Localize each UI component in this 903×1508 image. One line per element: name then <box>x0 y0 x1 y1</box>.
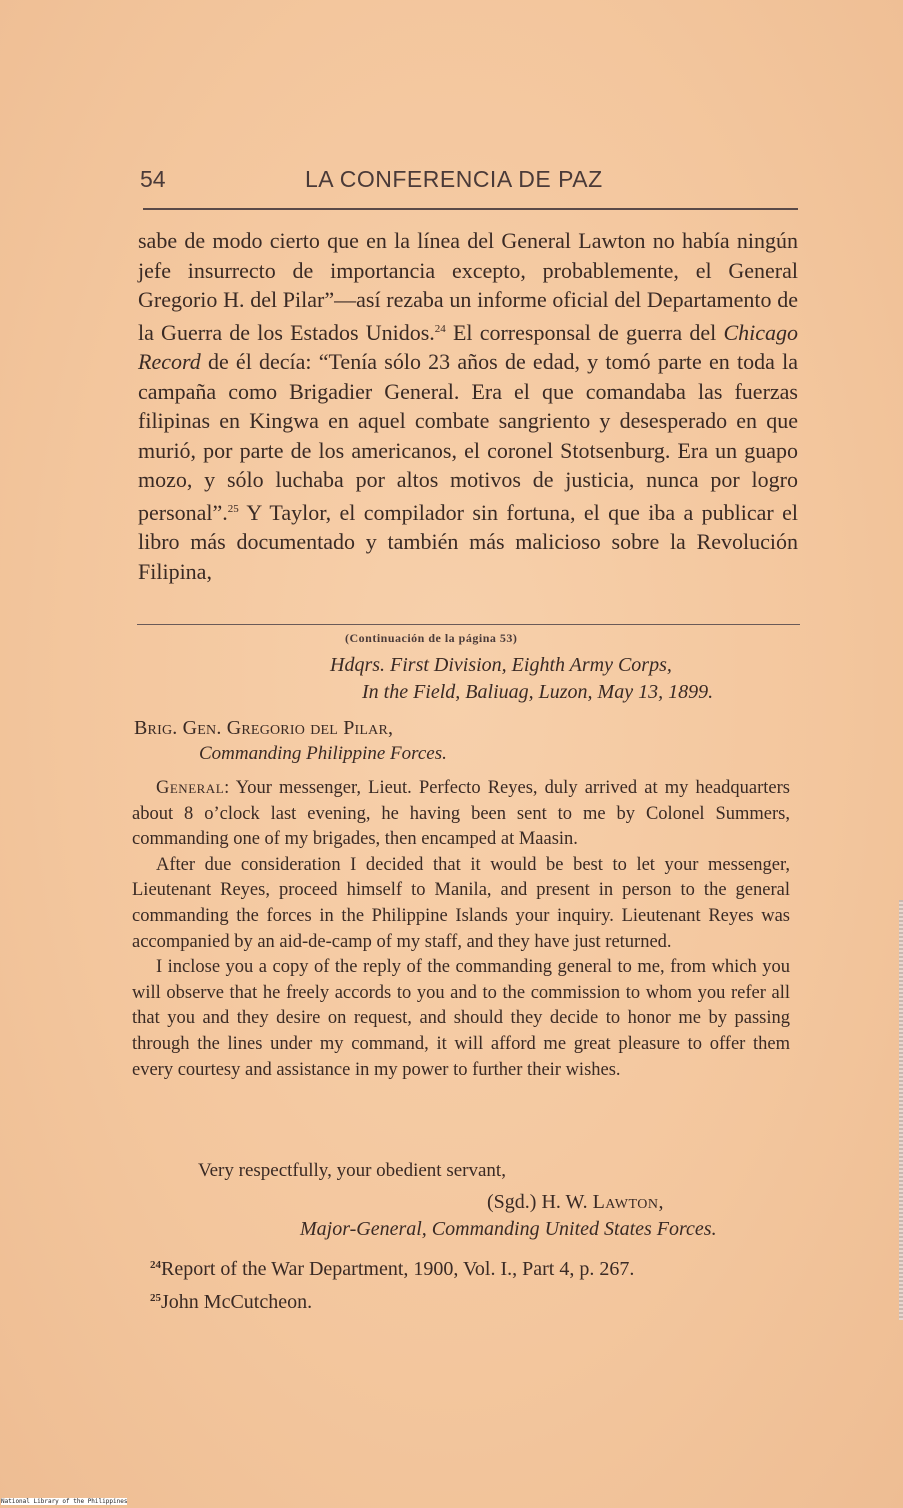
signature-title: Major-General, Commanding United States Forces. <box>300 1218 717 1240</box>
section-rule <box>137 624 800 625</box>
letter-addressee: Brig. Gen. Gregorio del Pilar, <box>134 717 394 739</box>
footnote-number: 25 <box>150 1292 161 1304</box>
letter-body <box>132 776 790 1083</box>
footnote-ref-25[interactable]: 25 <box>227 502 239 515</box>
letter-heading-line1: Hdqrs. First Division, Eighth Army Corps, <box>330 654 672 676</box>
newspaper-title: Chicago Record <box>138 319 798 374</box>
footnote-25 <box>150 1284 634 1317</box>
letter-paragraph-3: I inclose you a copy of the reply of the commanding general to me, from which you will observe that he freely accords to you and to the commission to whom you refer all that you and they desire on request, and should they decide to honor me by passing through the lines under my command, it will afford me great pleasure to offer them every courtesy and assistance in my power to further their wishes. <box>132 957 790 1080</box>
footnote-text: John McCutcheon. <box>161 1291 313 1313</box>
letter-salutation: General <box>156 778 225 798</box>
body-text-part3: de él decía: “Tenía sólo 23 años de edad, y tomó parte en toda la campaña como Brigadier General. Era el que comandaba las fuerzas filipinas en Kingwa en aquel combate sangriento y desesperado en que murió, por parte de los americanos, el coronel Stotsenburg. Era un guapo mozo, y sólo luchaba por altos motivos de justicia, nunca por logro personal”. <box>138 349 798 525</box>
library-credit: National Library of the Philippines <box>1 1498 128 1505</box>
main-paragraph <box>138 226 798 586</box>
letter-addressee-title: Commanding Philippine Forces. <box>199 743 447 764</box>
footnote-number: 24 <box>150 1259 161 1271</box>
header-rule <box>143 208 798 210</box>
letter-addressee-block <box>134 715 447 767</box>
running-title: LA CONFERENCIA DE PAZ <box>305 166 603 192</box>
scan-edge-artifact <box>899 900 903 1320</box>
letter-para1-text: : Your messenger, Lieut. Perfecto Reyes, duly arrived at my headquarters about 8 o’clock last evening, he having been sent to me by Colonel Summers, commanding one of my brigades, then encamped at Maasin. <box>132 778 790 850</box>
letter-paragraph-1 <box>132 776 790 853</box>
letter-paragraph-2: After due consideration I decided that it would be best to let your messenger, Lieutenant Reyes, proceed himself to Manila, and present in person to the general commanding the forces in the Philippine Islands your inquiry. Lieutenant Reyes was accompanied by an aid-de-camp of my staff, and they have just returned. <box>132 854 790 952</box>
letter-signature <box>487 1191 664 1214</box>
footnote-24 <box>150 1251 634 1284</box>
letter-closing: Very respectfully, your obedient servant, <box>198 1160 506 1181</box>
body-text-part1: sabe de modo cierto que en la línea del General Lawton no había ningún jefe insurrecto de importancia excepto, probablemente, el General Gregorio H. del Pilar”—así rezaba un informe oficial del Departamento de la Guerra de los Estados Unidos. <box>138 228 798 345</box>
page-number: 54 <box>140 166 166 192</box>
letter-heading <box>330 652 713 706</box>
footnote-ref-24[interactable]: 24 <box>434 322 446 335</box>
page-header <box>140 166 800 198</box>
continuation-note: (Continuación de la página 53) <box>345 631 518 645</box>
signature-name: Lawton, <box>592 1191 665 1213</box>
signature-prefix: (Sgd.) H. W. <box>487 1191 593 1213</box>
footnote-text: Report of the War Department, 1900, Vol. I., Part 4, p. 267. <box>161 1258 635 1280</box>
footnotes <box>150 1251 634 1317</box>
body-text-part4: Y Taylor, el compilador sin fortuna, el que iba a publicar el libro más documentado y también más malicioso sobre la Revolución Filipina, <box>138 499 798 584</box>
letter-heading-line2: In the Field, Baliuag, Luzon, May 13, 1899. <box>362 681 714 703</box>
body-text-part2: El corresponsal de guerra del <box>445 319 724 345</box>
